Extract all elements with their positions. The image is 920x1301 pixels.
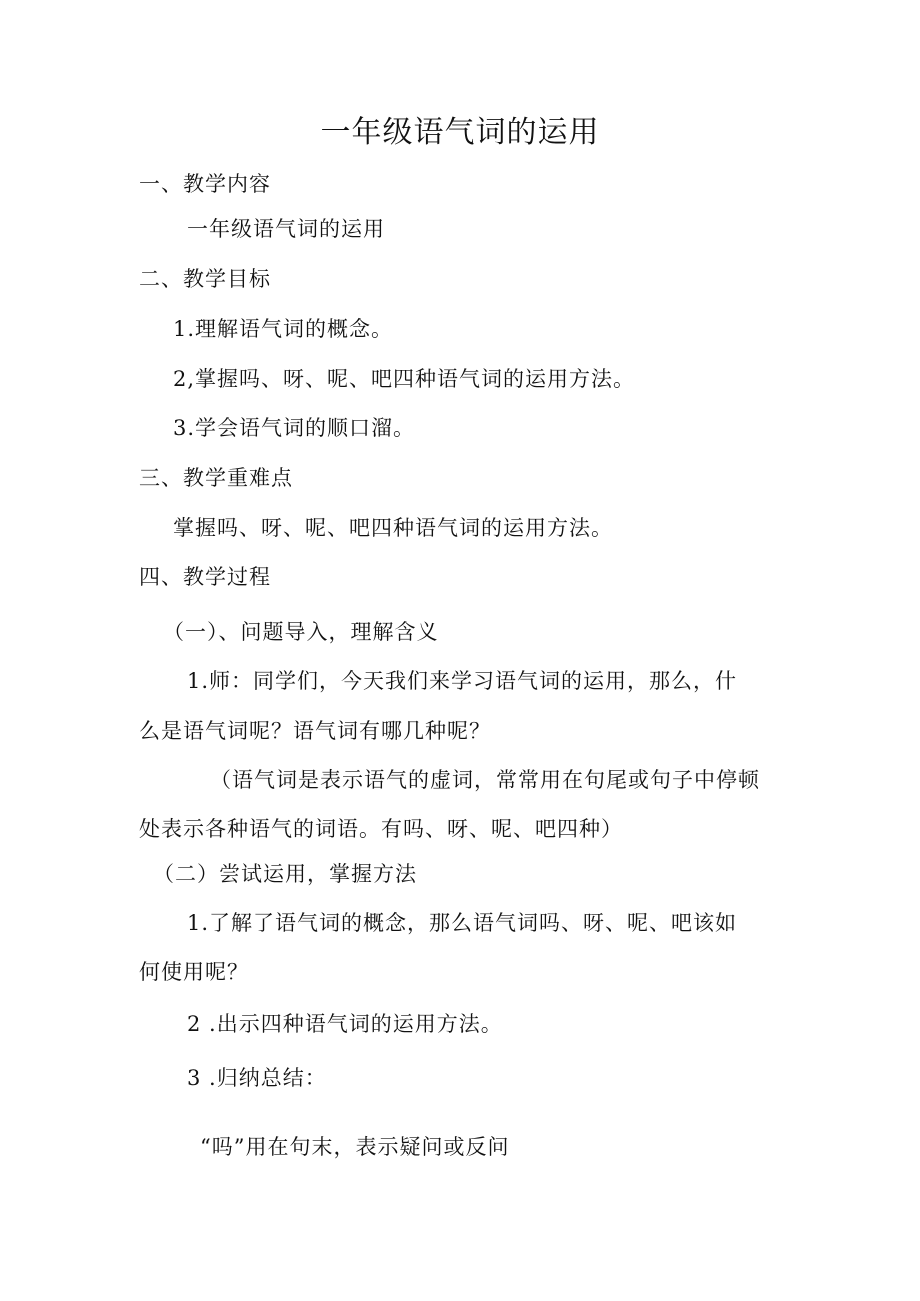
paragraph-line: 1.师：同学们，今天我们来学习语气词的运用，那么，什 [187, 669, 738, 693]
subsection-heading-2: （二）尝试运用，掌握方法 [153, 862, 417, 886]
section-heading-teaching-content: 一、教学内容 [139, 172, 271, 196]
paragraph-line: 3 .归纳总结： [187, 1066, 327, 1090]
teaching-content-text: 一年级语气词的运用 [187, 217, 385, 241]
paragraph-line: 2 .出示四种语气词的运用方法。 [187, 1012, 503, 1036]
section-heading-teaching-goals: 二、教学目标 [139, 267, 271, 291]
key-points-text: 掌握吗、呀、呢、吧四种语气词的运用方法。 [173, 516, 613, 540]
goal-item-1: 1.理解语气词的概念。 [173, 317, 394, 341]
paragraph-line: 1.了解了语气词的概念，那么语气词吗、呀、呢、吧该如 [187, 911, 738, 935]
paragraph-line: 么是语气词呢？语气词有哪几种呢？ [139, 719, 491, 743]
rule-ma: “吗”用在句末，表示疑问或反问 [200, 1135, 510, 1159]
subsection-heading-1: （一）、问题导入，理解含义 [163, 620, 439, 644]
document-title: 一年级语气词的运用 [320, 115, 600, 150]
goal-item-2: 2,掌握吗、呀、呢、吧四种语气词的运用方法。 [173, 367, 636, 391]
paragraph-line: 何使用呢？ [139, 960, 249, 984]
section-heading-key-points: 三、教学重难点 [139, 466, 293, 490]
goal-item-3: 3.学会语气词的顺口溜。 [173, 416, 416, 440]
section-heading-teaching-process: 四、教学过程 [139, 565, 271, 589]
paragraph-line: 处表示各种语气的词语。有吗、呀、呢、吧四种） [139, 817, 623, 841]
paragraph-line: （语气词是表示语气的虚词，常常用在句尾或句子中停顿 [210, 768, 760, 792]
